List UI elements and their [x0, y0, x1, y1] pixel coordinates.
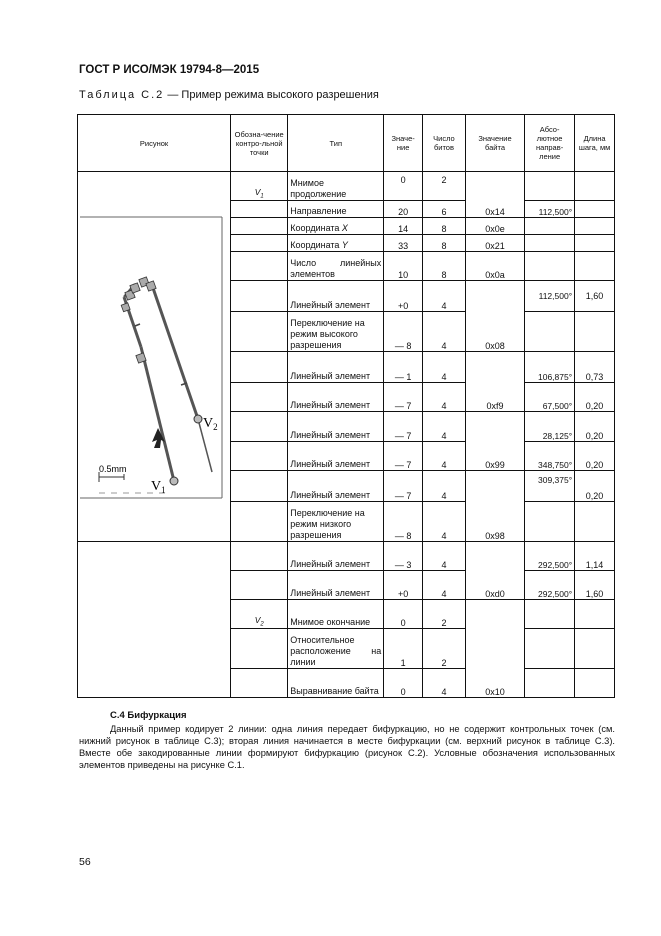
row-direction: 292,500° [525, 571, 575, 600]
document-header: ГОСТ Р ИСО/МЭК 19794-8—2015 [79, 64, 260, 76]
table-caption-title: — Пример режима высокого разрешения [164, 89, 379, 101]
row-bits: 8 [423, 218, 466, 235]
v2-label: $V_2$ [203, 416, 218, 432]
row-direction: 112,500° [525, 201, 575, 218]
row-value: 0 [384, 172, 423, 201]
row-byte: 0x10 [465, 600, 524, 698]
row-value: — 7 [384, 382, 423, 411]
v1-label: $V_1$ [151, 479, 166, 495]
row-value: — 7 [384, 411, 423, 442]
row-bits: 2 [423, 600, 466, 629]
marker-squares [121, 277, 156, 363]
row-value: 0 [384, 600, 423, 629]
row-value: 0 [384, 669, 423, 698]
col-direction: Абсо-лютное направ-ление [525, 115, 575, 172]
row-direction [525, 629, 575, 669]
row-value: +0 [384, 571, 423, 600]
row-direction [525, 502, 575, 542]
row-type: Число линейных элементов [288, 252, 384, 281]
row-byte: 0xf9 [465, 351, 524, 411]
row-direction: 67,500° [525, 382, 575, 411]
page-number: 56 [79, 856, 91, 868]
row-direction [525, 600, 575, 629]
col-step: Длина шага, мм [575, 115, 615, 172]
row-value: — 8 [384, 311, 423, 351]
encoding-table [77, 114, 615, 698]
polyline-v2 [153, 288, 212, 472]
section-title: С.4 Бифуркация [110, 710, 187, 721]
row-bits: 4 [423, 669, 466, 698]
row-step: 1,60 [575, 281, 615, 312]
row-bits: 4 [423, 411, 466, 442]
row-type: Линейный элемент [288, 571, 384, 600]
row-value: — 1 [384, 351, 423, 382]
row-type: Линейный элемент [288, 281, 384, 312]
row-byte: 0x08 [465, 281, 524, 352]
row-value: +0 [384, 281, 423, 312]
row-bits: 4 [423, 542, 466, 571]
table-header-row [78, 115, 615, 172]
row-type: Направление [288, 201, 384, 218]
row-value: — 8 [384, 502, 423, 542]
row-step: 0,20 [575, 471, 615, 502]
marker-circles [170, 415, 202, 485]
row-direction [525, 218, 575, 235]
section-paragraph: Данный пример кодирует 2 линии: одна линия передает бифуркацию, но не содержит контрольных точек (см. нижний рисунок в таблице С.3); вторая линия начинается в месте бифуркации (см. верхний рисунок в таблице С.3). Вместе обе закодированные линии формируют бифуркацию (рисунок С.2). Условные обозначения использованных элементов приведены на рисунке С.1. [79, 724, 615, 770]
row-type: Относительное расположение на линии [288, 629, 384, 669]
row-type: Мнимое окончание [288, 600, 384, 629]
row-step [575, 629, 615, 669]
row-type: Линейный элемент [288, 442, 384, 471]
figure-cell [78, 172, 231, 542]
row-value: 1 [384, 629, 423, 669]
row-bits: 4 [423, 571, 466, 600]
row-byte: 0x98 [465, 471, 524, 542]
row-type: Мнимое продолжение [288, 172, 384, 201]
row-value: 14 [384, 218, 423, 235]
row-type: Линейный элемент [288, 351, 384, 382]
row-bits: 2 [423, 629, 466, 669]
table-caption-prefix: Таблица С.2 [79, 89, 165, 101]
figure-cell-empty [78, 542, 231, 698]
row-direction: 112,500° [525, 281, 575, 312]
row-direction [525, 235, 575, 252]
row-step [575, 235, 615, 252]
col-bits: Число битов [423, 115, 466, 172]
col-figure: Рисунок [78, 115, 231, 172]
row-step: 0,73 [575, 351, 615, 382]
table-row [78, 172, 615, 201]
row-type: Координата Y [288, 235, 384, 252]
row-step: 1,14 [575, 542, 615, 571]
row-direction: 348,750° [525, 442, 575, 471]
row-type: Линейный элемент [288, 382, 384, 411]
designator-v2: $V_2$ [231, 600, 288, 629]
row-bits: 8 [423, 235, 466, 252]
col-designation: Обозна-чение контро-льной точки [231, 115, 288, 172]
row-value: — 7 [384, 442, 423, 471]
row-bits: 8 [423, 252, 466, 281]
row-type: Выравнивание байта [288, 669, 384, 698]
col-value: Значе-ние [384, 115, 423, 172]
designator-v1: $V_1$ [231, 172, 288, 201]
row-step [575, 252, 615, 281]
row-direction [525, 172, 575, 201]
row-bits: 4 [423, 502, 466, 542]
col-type: Тип [288, 115, 384, 172]
row-step [575, 218, 615, 235]
row-direction [525, 669, 575, 698]
row-step: 1,60 [575, 571, 615, 600]
scale-label: 0.5mm [99, 464, 127, 474]
row-value: 20 [384, 201, 423, 218]
table-caption [79, 89, 379, 101]
row-step: 0,20 [575, 442, 615, 471]
row-value: — 7 [384, 471, 423, 502]
row-type: Линейный элемент [288, 471, 384, 502]
row-step [575, 669, 615, 698]
row-direction: 292,500° [525, 542, 575, 571]
row-bits: 4 [423, 382, 466, 411]
col-byte: Значение байта [465, 115, 524, 172]
row-bits: 2 [423, 172, 466, 201]
row-value: 33 [384, 235, 423, 252]
row-byte: 0x99 [465, 411, 524, 471]
row-step: 0,20 [575, 382, 615, 411]
row-type: Линейный элемент [288, 542, 384, 571]
row-direction: 106,875° [525, 351, 575, 382]
row-step [575, 201, 615, 218]
row-bits: 4 [423, 351, 466, 382]
row-step [575, 502, 615, 542]
row-bits: 4 [423, 281, 466, 312]
row-bits: 4 [423, 471, 466, 502]
row-bits: 6 [423, 201, 466, 218]
row-bits: 4 [423, 442, 466, 471]
row-value: 10 [384, 252, 423, 281]
row-type: Линейный элемент [288, 411, 384, 442]
row-direction [525, 311, 575, 351]
polyline-v1 [124, 284, 174, 481]
row-step [575, 172, 615, 201]
row-type: Переключение на режим низкого разрешения [288, 502, 384, 542]
row-step: 0,20 [575, 411, 615, 442]
row-bits: 4 [423, 311, 466, 351]
row-step [575, 311, 615, 351]
row-direction: 309,375° [525, 471, 575, 502]
row-byte: 0x0a [465, 252, 524, 281]
row-byte: 0x14 [465, 172, 524, 218]
row-byte: 0x0e [465, 218, 524, 235]
row-byte: 0xd0 [465, 542, 524, 600]
table-row [78, 542, 615, 571]
row-step [575, 600, 615, 629]
row-type: Координата X [288, 218, 384, 235]
row-direction: 28,125° [525, 411, 575, 442]
row-byte: 0x21 [465, 235, 524, 252]
row-value: — 3 [384, 542, 423, 571]
stroke-figure [80, 172, 230, 541]
row-direction [525, 252, 575, 281]
row-type: Переключение на режим высокого разрешения [288, 311, 384, 351]
